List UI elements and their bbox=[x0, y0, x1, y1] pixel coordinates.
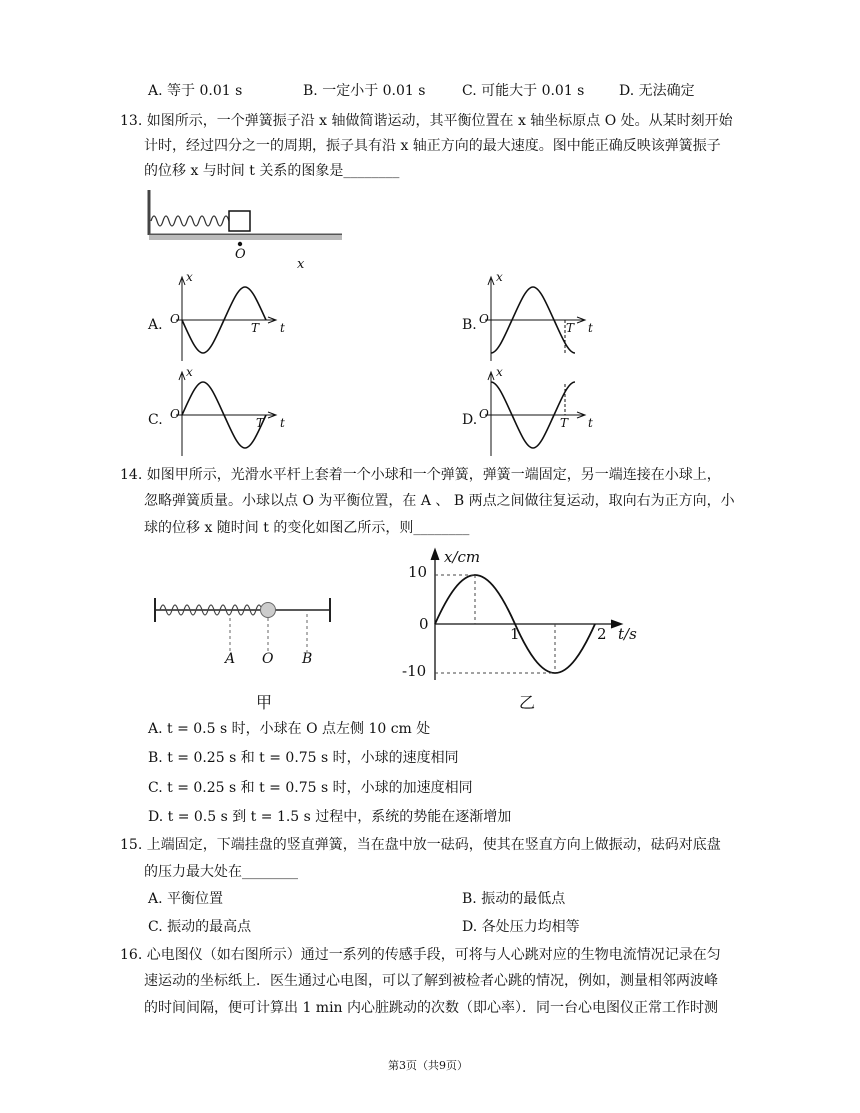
q13-stem-line3: 的位移 x 与时间 t 关系的图象是________ bbox=[144, 163, 400, 179]
q13-option-a-x-label: x bbox=[186, 270, 193, 284]
q12-option-d: D. 无法确定 bbox=[619, 83, 695, 99]
q13-option-b-letter: B. bbox=[462, 317, 477, 333]
q14-figure-jia bbox=[150, 590, 340, 660]
q12-option-a: A. 等于 0.01 s bbox=[148, 83, 243, 99]
q14-yi-tick-2: 2 bbox=[597, 625, 607, 643]
q13-option-a-period-label: T bbox=[251, 321, 260, 335]
q13-option-c-letter: C. bbox=[148, 412, 163, 428]
q13-option-d-t-label: t bbox=[588, 416, 593, 430]
q13-stem-line1: 13. 如图所示，一个弹簧振子沿 x 轴做简谐运动，其平衡位置在 x 轴坐标原点 O 处。从某时刻开始 bbox=[120, 113, 733, 129]
q14-option-c: C. t = 0.25 s 和 t = 0.75 s 时，小球的加速度相同 bbox=[148, 780, 473, 796]
q13-option-a-graph bbox=[172, 275, 292, 365]
q14-yi-tick-1: 1 bbox=[510, 625, 520, 643]
q14-jia-caption: 甲 bbox=[256, 693, 273, 712]
q13-option-c-graph bbox=[172, 370, 292, 460]
q13-option-b-x-label: x bbox=[496, 270, 503, 284]
q15-stem-line1: 15. 上端固定，下端挂盘的竖直弹簧，当在盘中放一砝码，使其在竖直方向上做振动，砝码对底盘 bbox=[120, 837, 721, 853]
q13-option-c-origin-label: O bbox=[170, 407, 180, 421]
q13-option-d-letter: D. bbox=[462, 412, 478, 428]
q13-option-d-x-label: x bbox=[496, 365, 503, 379]
q14-option-d: D. t = 0.5 s 到 t = 1.5 s 过程中，系统的势能在逐渐增加 bbox=[148, 809, 512, 825]
q14-jia-label-b: B bbox=[302, 651, 313, 667]
q13-origin-label: O bbox=[235, 247, 246, 262]
q13-option-b-t-label: t bbox=[588, 321, 593, 335]
q14-stem-line3: 球的位移 x 随时间 t 的变化如图乙所示，则________ bbox=[144, 520, 470, 536]
q14-yi-caption: 乙 bbox=[519, 693, 536, 712]
q14-jia-label-a: A bbox=[225, 651, 236, 667]
q14-yi-ylabel: x/cm bbox=[444, 548, 481, 566]
q14-yi-tick-neg10: -10 bbox=[402, 662, 427, 680]
q13-axis-label: x bbox=[297, 257, 305, 272]
q13-option-c-t-label: t bbox=[280, 416, 285, 430]
q15-option-a: A. 平衡位置 bbox=[148, 891, 224, 907]
q13-option-a-letter: A. bbox=[148, 317, 163, 333]
q13-option-a-t-label: t bbox=[280, 321, 285, 335]
q14-yi-xlabel: t/s bbox=[618, 625, 637, 643]
q15-stem-line2: 的压力最大处在________ bbox=[144, 864, 298, 880]
q15-option-b: B. 振动的最低点 bbox=[462, 891, 566, 907]
q13-option-b-graph bbox=[481, 275, 601, 365]
page-footer: 第3页（共9页） bbox=[388, 1059, 468, 1072]
q13-option-c-x-label: x bbox=[186, 365, 193, 379]
q12-option-b: B. 一定小于 0.01 s bbox=[303, 83, 426, 99]
q14-jia-label-o: O bbox=[262, 651, 274, 667]
q13-option-c-period-label: T bbox=[256, 416, 265, 430]
q14-yi-tick-0: 0 bbox=[419, 615, 429, 633]
q13-option-d-graph bbox=[481, 370, 601, 460]
q13-option-b-origin-label: O bbox=[479, 312, 489, 326]
q14-figure-yi bbox=[405, 545, 655, 685]
q16-stem-line1: 16. 心电图仪（如右图所示）通过一系列的传感手段，可将与人心跳对应的生物电流情况记录在匀 bbox=[120, 947, 721, 963]
q14-option-b: B. t = 0.25 s 和 t = 0.75 s 时，小球的速度相同 bbox=[148, 750, 459, 766]
q16-stem-line2: 速运动的坐标纸上．医生通过心电图，可以了解到被检者心跳的情况，例如，测量相邻两波峰 bbox=[144, 973, 718, 989]
q13-option-d-period-label: T bbox=[560, 416, 569, 430]
q13-option-b-period-label: T bbox=[566, 321, 575, 335]
q13-stem-line2: 计时，经过四分之一的周期，振子具有沿 x 轴正方向的最大速度。图中能正确反映该弹簧振子 bbox=[144, 138, 721, 154]
q15-option-d: D. 各处压力均相等 bbox=[462, 919, 580, 935]
q15-option-c: C. 振动的最高点 bbox=[148, 919, 252, 935]
q14-option-a: A. t = 0.5 s 时，小球在 O 点左侧 10 cm 处 bbox=[148, 721, 431, 737]
q13-option-a-origin-label: O bbox=[170, 312, 180, 326]
q13-option-d-origin-label: O bbox=[479, 407, 489, 421]
q14-stem-line1: 14. 如图甲所示，光滑水平杆上套着一个小球和一个弹簧，弹簧一端固定，另一端连接在小球上， bbox=[120, 467, 721, 483]
q16-stem-line3: 的时间间隔，便可计算出 1 min 内心脏跳动的次数（即心率）．同一台心电图仪正常工作时测 bbox=[144, 1000, 719, 1016]
q14-yi-tick-10: 10 bbox=[408, 563, 428, 581]
q12-option-c: C. 可能大于 0.01 s bbox=[462, 83, 585, 99]
q14-stem-line2: 忽略弹簧质量。小球以点 O 为平衡位置，在 A 、 B 两点之间做往复运动，取向右为正方向，小 bbox=[144, 493, 735, 509]
